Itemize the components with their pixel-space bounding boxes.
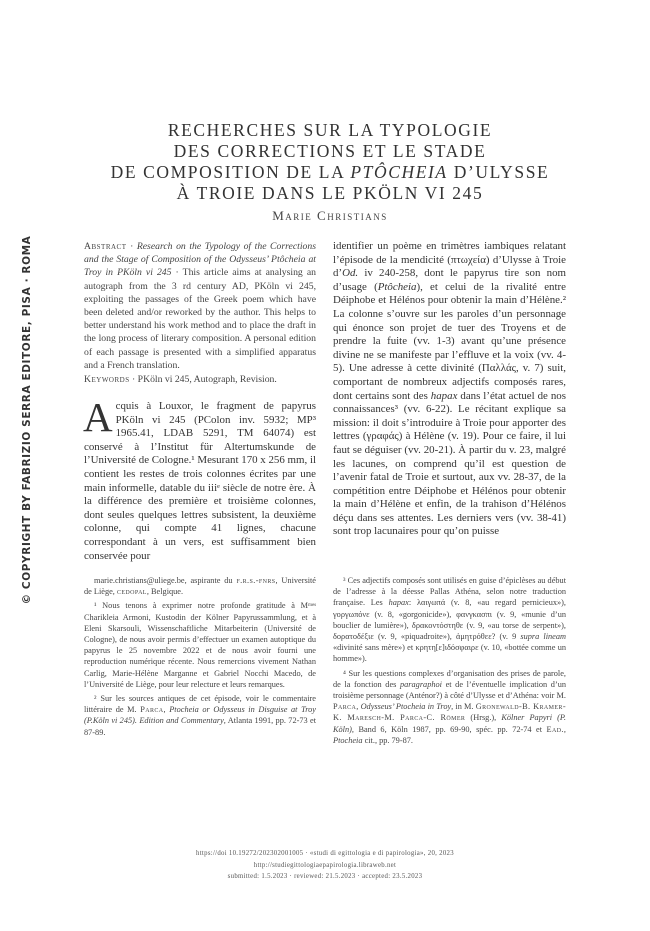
title-line-2: DES CORRECTIONS ET LE STADE bbox=[173, 141, 487, 161]
footnote-4: ⁴ Sur les questions complexes d’organisation des prises de parole, de la fonction des paragraphoi et de l’éventuelle implication d’un troisième personnage (Anténor?) à côté d’Ulysse et d’Athéna: voir M. Parca, Odysseus’ Ptocheia in Troy, in M. Gronewald-B. Kramer-K. Maresch-M. Parca-C. Römer (Hrsg.), Kölner Papyri (P. Köln), Band 6, Köln 1987, pp. 69-90, spéc. pp. 72-74 et Ead., Ptocheia cit., pp. 79-87. bbox=[333, 668, 566, 745]
footnotes-left bbox=[84, 575, 316, 741]
copyright-text: © COPYRIGHT BY FABRIZIO SERRA EDITORE, PISA · ROMA bbox=[21, 235, 33, 605]
page-footer bbox=[84, 848, 566, 883]
footer-doi: https://doi 10.19272/202302001005 · «studi di egittologia e di papirologia», 20, 2023 bbox=[196, 850, 454, 857]
author-name: Marie Christians bbox=[272, 208, 388, 223]
body-text-right: identifier un poème en trimètres iambiques relatant l’épisode de la mendicité (πτωχεία) d’Ulysse à Troie d’Od. iv 240-258, dont le papyrus tire son nom d’usage (Ptôcheia), et celui de la rivalité entre Déiphobe et Hélénos pour obtenir la main d’Hélène.² La colonne s’ouvre sur les paroles d’un personnage qui énonce son projet de tuer des Troyens et de prendre la fuite (vv. 1-3) avant qu’une présence divine ne se manifeste par l’effluve et la voix (vv. 4-5). Une adresse à cette divinité (Παλλάς, v. 7) suit, comportant de nombreux adjectifs composés rares, dont certains sont des hapax dans l’état actuel de nos connaissances³ (vv. 6-22). Le récitant explique sa mission: il doit s’introduire à Troie pour apporter des lettres (γραφάς) à Hélène (v. 19). Pour ce faire, il lui faut se déguiser (vv. 20-21). À partir du v. 23, malgré les lacunes, on comprend qu’il est question de l’avenir fatal de Troie et surtout, aux vv. 28-37, de la compétition entre Déiphobe et Hélénos pour obtenir la main d’Hélène et enfin, de la trahison d’Hélénos déçu dans ses attentes. Les derniers vers (vv. 38-41) sont trop lacunaires pour qu’on puisse bbox=[333, 240, 566, 538]
left-column bbox=[84, 240, 316, 563]
keywords bbox=[84, 373, 316, 386]
footnote-3: ³ Ces adjectifs composés sont utilisés en guise d’épiclèses au début de l’adresse à la déesse Pallas Athéna, selon notre traduction française. Les hapax: λαιγωπά (v. 8, «au regard pernicieux»), γοργωπόνε (v. 8, «gorgonicide»), φανγκασπι (v. 9, «munie d’un bouclier de lumière»), δρακοντόστηθε (v. 9, «au torse de serpent»), δορατοδέξιε (v. 9, «piquadroite»), ἀμητρόθεε? (v. 9 supra lineam «divinité sans mère») et κρητη[ε]ιδόσφαιρε (v. 10, «bottée comme un homme»). bbox=[333, 576, 567, 664]
keywords-label: Keywords bbox=[84, 374, 130, 386]
author-affiliation: marie.christians@uliege.be, aspirante du f.r.s.-fnrs, Université de Liège, cedopal, Belgique. bbox=[84, 576, 316, 597]
footnotes-right bbox=[333, 575, 566, 749]
abstract-label: Abstract bbox=[84, 241, 127, 252]
abstract-text: · This article aims at analysing an autograph from the 3 rd century AD, PKöln vi 245, exploiting the passages of the Greek poem which have been deleted and/or reworked by the author. This helps to better understand his work method and to place the draft in the long process of literary composition. A personal edition of each passage is presented with a simplified apparatus and a French translation. bbox=[84, 267, 316, 371]
footnote-2: ² Sur les sources antiques de cet épisode, voir le commentaire littéraire de M. Parca, Ptocheia or Odysseus in Disguise at Troy (P.Köln vi 245). Edition and Commentary, Atlanta 1991, pp. 72-73 et 87-89. bbox=[84, 694, 316, 737]
keywords-text: · PKöln vi 245, Autograph, Revision. bbox=[129, 374, 277, 386]
title-line-4: À TROIE DANS LE PKÖLN VI 245 bbox=[176, 183, 484, 203]
abstract: Abstract · Research on the Typology of the Corrections and the Stage of Composition of the Odysseus’ Ptôcheia at Troy in PKöln vi 245 · This article aims at analysing an autograph from the 3 rd century AD, PKöln vi 245, exploiting the passages of the Greek poem which have been deleted and/or reworked by the author. This helps to better understand his work method and to place the draft in the long process of literary composition. A personal edition of each passage is presented with a simplified apparatus and a French translation. bbox=[84, 241, 316, 371]
footnote-1: ¹ Nous tenons à exprimer notre profonde gratitude à Mᵐᵉˢ Charikleia Armoni, Kustodin der Kölner Papyrussammlung, et à Eleni Skarsouli, Wissenschaftliche Mitarbeiterin (Université de Cologne), de nous avoir permis d’effectuer un examen autoptique du papyrus le 25 novembre 2022 et de nous avoir fourni une reproduction numérique récente. Nous remercions vivement Nathan Carlig, Marie-Hélène Marganne et Gabriel Nocchi Macedo, de l’Université de Liège, pour leur relecture et leurs remarques. bbox=[84, 601, 316, 689]
body-text-left: Acquis à Louxor, le fragment de papyrus PKöln vi 245 (PColon inv. 5932; MP³ 1965.41, LDAB 5291, TM 64074) est conservé à l’Institut für Altertumskunde de l’Université de Cologne.¹ Mesurant 170 x 256 mm, il contient les restes de trois colonnes écrites par une main informelle, datable du iiiᵉ siècle de notre ère. À la différence des première et troisième colonnes, dont seules quelques lettres subsistent, la deuxième colonne, qui compte 41 lignes, chacune correspondant à un vers, est suffisamment bien conservée pour bbox=[83, 394, 316, 562]
article-title bbox=[80, 120, 580, 204]
drop-cap: A bbox=[83, 394, 113, 441]
copyright-vertical-banner bbox=[12, 150, 42, 690]
title-line-1: RECHERCHES SUR LA TYPOLOGIE bbox=[167, 120, 493, 140]
abstract-title: Research on the Typology of the Corrections and the Stage of Composition of the Odysseus’ Ptôcheia at Troy in PKöln vi 245 bbox=[84, 241, 316, 279]
title-line-3: DE COMPOSITION DE LA PTÔCHEIA D’ULYSSE bbox=[110, 162, 550, 182]
footer-dates: submitted: 1.5.2023 · reviewed: 21.5.2023 · accepted: 23.5.2023 bbox=[227, 873, 423, 880]
right-column bbox=[333, 240, 566, 539]
footer-url: http://studiegittologiaepapirologia.libraweb.net bbox=[253, 861, 397, 869]
